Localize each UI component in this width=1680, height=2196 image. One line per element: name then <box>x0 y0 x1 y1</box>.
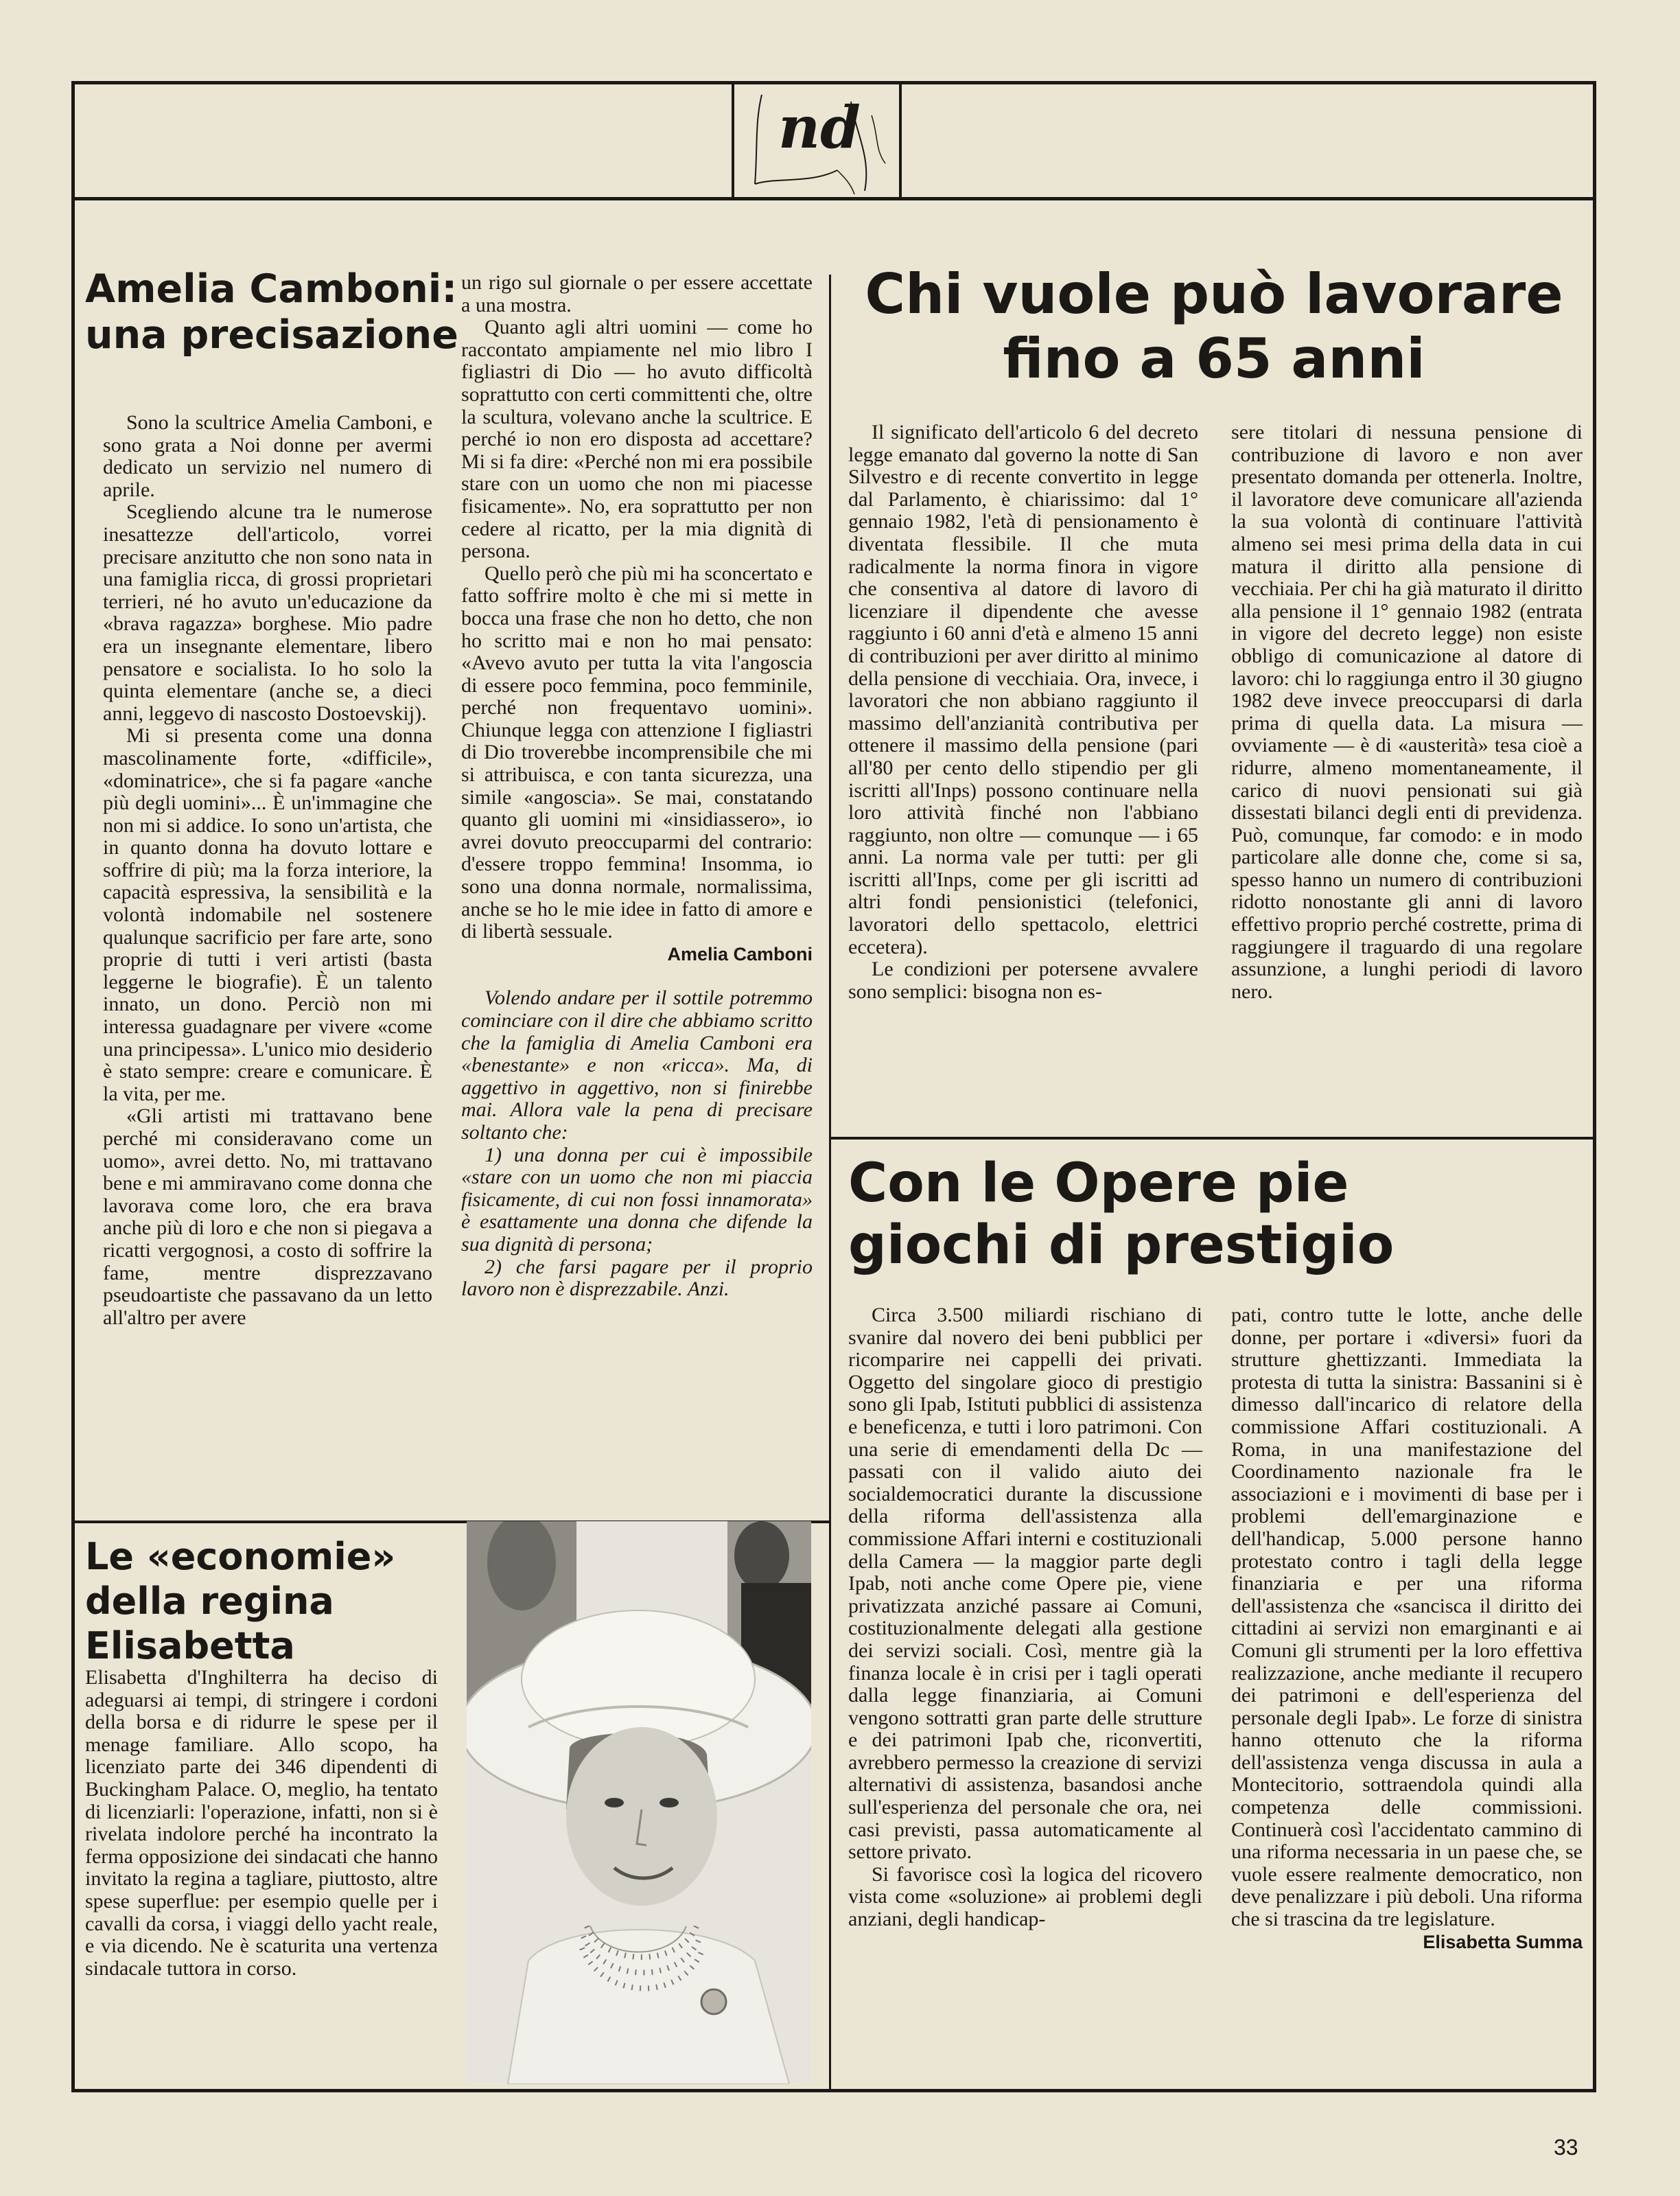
article1-title <box>85 266 458 358</box>
article1-paragraph: «Gli artisti mi trattavano bene perché mi consideravano come un uomo», avrei detto. No, mi trattavano bene e mi ammiravano come donna che lavorava come loro, che era brava anche più di loro e che non si piegava a ricatti vergognosi, a costo di soffrire la fame, mentre disprezzavano pseudoartiste che passavano da un letto all'altro per avere <box>103 1105 432 1329</box>
article2-title <box>851 262 1577 392</box>
editor-note-paragraph: 1) una donna per cui è impossibile «stare con un uomo che non mi piaccia fisicamente, di cui non fossi innamorata» è esattamente una donna che difende la sua dignità di persona; <box>461 1143 813 1256</box>
article4-title-line1: Con le Opere pie <box>848 1153 1349 1214</box>
article3-paragraph: Elisabetta d'Inghilterra ha deciso di adeguarsi ai tempi, di stringere i cordoni della borsa e di ridurre le spese per il menage familiare. Allo scopo, ha licenziato parte dei 346 dipendenti di Buckingham Palace. O, meglio, ha tentato di licenziarli: l'operazione, infatti, non si è rivelata indolore perché ha incontrato la ferma opposizione dei sindacati che hanno invitato la regina a tagliare, piuttosto, altre spese superflue: per esempio quelle per i cavalli da corsa, i viaggi dello yacht reale, e via dicendo. Ne è scaturita una vertenza sindacale tuttora in corso. <box>85 1666 438 1980</box>
article4-signature: Elisabetta Summa <box>1423 1931 1583 1952</box>
article1-column1 <box>103 412 432 1329</box>
editor-note-paragraph: Volendo andare per il sottile potremmo cominciare con il dire che abbiamo scritto che la famiglia di Amelia Camboni era «benestante» e non «ricca». Ma, di aggettivo in aggettivo, non si finirebbe mai. Allora vale la pena di precisare soltanto che: <box>461 986 813 1144</box>
column-rule-right <box>829 1138 831 2089</box>
article1-paragraph: Quanto agli altri uomini — come ho raccontato ampiamente nel mio libro I figliastri di Dio — ho avuto difficoltà soprattutto con certi committenti che, oltre la scultura, volevano anche la scultrice. E perché io non ero disposta ad accettare? Mi si fa dire: «Perché non mi era possibile stare con un uomo che non mi piacesse fisicamente». No, era soprattutto per non cedere al ricatto, per la mia dignità di persona. <box>461 316 813 563</box>
article1-title-line2: una precisazione <box>85 312 458 358</box>
article2-title-line1: Chi vuole può lavorare <box>865 262 1563 326</box>
article2-paragraph: sere titolari di nessuna pensione di contribuzione di lavoro e non aver presentato domanda per ottenerla. Inoltre, il lavoratore deve comunicare all'azienda la sua volontà di continuare l'attività almeno sei mesi prima della data in cui matura il diritto alla pensione di vecchiaia. Per chi ha già maturato il diritto alla pensione il 1° gennaio 1982 (entrata in vigore del decreto legge) non esiste obbligo di comunicazione al datore di lavoro: chi lo raggiunga entro il 30 giugno 1982 deve invece preoccuparsi di darla prima di quella data. La misura — ovviamente — è di «austerità» tesa cioè a ridurre, almeno momentaneamente, il carico di nuovi pensionati sui già dissestati bilanci degli enti di previdenza. Può, comunque, far comodo: e in modo particolare alle donne che, come si sa, spesso hanno un numero di contribuzioni ridotto nonostante gli anni di lavoro effettivo proprio perché costrette, prima di raggiungere il traguardo di una regolare assunzione, a lunghi periodi di lavoro nero. <box>1231 421 1583 1003</box>
queen-photo <box>467 1521 811 2084</box>
article1-paragraph: Mi si presenta come una donna mascolinamente forte, «difficile», «dominatrice», che si fa pagare «anche più degli uomini»... È un'immagine che non mi si addice. Io sono un'artista, che in quanto donna ha dovuto lottare e soffrire di più; ma la forza interiore, la capacità espressiva, la sensibilità e la volontà indomabile nel sostenere qualunque sacrificio per fare arte, sono proprie di tutti i veri artisti (basta leggerne le biografie). È un talento innato, un dono. Perciò non mi interessa guadagnare per vivere «come una principessa». L'unico mio desiderio è stato sempre: creare e comunicare. È la vita, per me. <box>103 724 432 1105</box>
section-rule-right <box>829 1137 1596 1140</box>
article4-column1 <box>848 1304 1202 1931</box>
article3-title-line2: della regina <box>85 1579 334 1623</box>
masthead-logo <box>732 81 902 197</box>
article4-paragraph: Circa 3.500 miliardi rischiano di svanire dal novero dei beni pubblici per ricomparire nei cappelli dei privati. Oggetto del singolare gioco di prestigio sono gli Ipab, Istituti pubblici di assistenza e beneficenza, e tutti i loro patrimoni. Con una serie di emendamenti della Dc — passati con il valido aiuto dei socialdemocratici durante la discussione della riforma dell'assistenza alla commissione Affari interni e costituzionali della Camera — la maggior parte degli Ipab, noti anche come Opere pie, viene privatizzata anziché passare ai Comuni, costituzionalmente delegati alla gestione dei servizi sociali. Così, mentre già la finanza locale è in crisi per i tagli operati dalla legge finanziaria, ai Comuni vengono sottratti gran parte delle strutture e dei patrimoni Ipab che, riconvertiti, avrebbero permesso la creazione di servizi alternativi di assistenza, basandosi anche sull'esperienza del personale che ora, nei casi previsti, passa automaticamente al settore privato. <box>848 1304 1202 1864</box>
page-number: 33 <box>1554 2135 1578 2160</box>
article3-title-line3: Elisabetta <box>85 1623 295 1667</box>
article4-paragraph <box>1231 1304 1583 1952</box>
article4-column2 <box>1231 1304 1583 1953</box>
article2-paragraph: Le condizioni per potersene avvalere sono semplici: bisogna non es- <box>848 958 1198 1003</box>
article1-signature: Amelia Camboni <box>667 943 813 964</box>
article4-paragraph-text: pati, contro tutte le lotte, anche delle donne, per portare i «diversi» fuori da strutture ghettizzanti. Immediata la protesta di tutta la sinistra: Bassanini si è dimesso dall'incarico di relatore della commissione Affari costituzionali. A Roma, in una manifestazione del Coordinamento nazionale fra le associazioni e i movimenti di base per i problemi dell'emarginazione e dell'handicap, 5.000 persone hanno protestato contro i tagli della legge finanziaria e per una riforma dell'assistenza che «sancisca il diritto dei cittadini ai servizi non emarginanti e ai Comuni gli strumenti per la loro effettiva realizzazione, anche mediante il recupero dei patrimoni e dell'esperienza del personale degli Ipab». Le forze di sinistra hanno ottenuto che la riforma dell'assistenza venga discussa in aula a Montecitorio, sottraendola quindi alla competenza delle commissioni. Continuerà così l'accidentato cammino di una riforma necessaria in un paese che, se vuole essere realmente democratico, non deve penalizzare i più deboli. Una riforma che si trascina da tre legislature. <box>1231 1304 1583 1931</box>
editor-note-paragraph: 2) che farsi pagare per il proprio lavoro non è disprezzabile. Anzi. <box>461 1255 813 1301</box>
article1-column2 <box>461 272 813 1301</box>
queen-photo-image <box>467 1521 811 2084</box>
article3-column <box>85 1667 438 1980</box>
article3-title <box>85 1535 395 1668</box>
article1-paragraph: Quello però che più mi ha sconcertato e fatto soffrire molto è che mi si mette in bocca una frase che non ho detto, che non ho scritto mai e non ho mai pensato: «Avevo avuto per tutta la vita l'angoscia di essere poco femmina, poco femminile, perché non frequentavo uomini». Chiunque legga con attenzione I figliastri di Dio troverebbe incomprensibile che mi si attribuisca, e con tanta sicurezza, una simile «angoscia». Se mai, constatando quanto gli uomini mi «insidiassero», io avrei dovuto preoccuparmi del contrario: d'essere troppo femmina! Insomma, io sono una donna normale, normalissima, anche se ho le mie idee in fatto di amore e di libertà sessuale. <box>461 562 813 943</box>
article1-paragraph: Scegliendo alcune tra le numerose inesattezze dell'articolo, vorrei precisare anzitutto che non sono nata in una famiglia ricca, di grossi proprietari terrieri, né ho avuto un'educazione da «brava ragazza» borghese. Mio padre era un insegnante elementare, libero pensatore e socialista. Io ho solo la quinta elementare (anche se, a dieci anni, leggevo di nascosto Dostoevskij). <box>103 500 432 725</box>
logo-text: nd <box>778 93 861 161</box>
article4-title <box>848 1153 1394 1276</box>
editor-note <box>461 987 813 1300</box>
article1-paragraph: Sono la scultrice Amelia Camboni, e sono grata a Noi donne per avermi dedicato un servizio nel numero di aprile. <box>103 411 432 501</box>
article2-title-line2: fino a 65 anni <box>1003 327 1425 391</box>
article2-paragraph: Il significato dell'articolo 6 del decreto legge emanato dal governo la notte di San Silvestro e di recente convertito in legge dal Parlamento, è chiarissimo: dal 1° gennaio 1982, l'età di pensionamento è diventata flessibile. Il che muta radicalmente la norma finora in vigore che consentiva al datore di lavoro di licenziare il dipendente che avesse raggiunto i 60 anni d'età e almeno 15 anni di contribuzioni per aver diritto al minimo della pensione di vecchiaia. Ora, invece, i lavoratori che non abbiano raggiunto il massimo dell'anzianità contributiva per ottenere il massimo della pensione (pari all'80 per cento dello stipendio per gli iscritti all'Inps) possono continuare nella loro attività finché non l'abbiano raggiunto, non oltre — comunque — i 65 anni. La norma vale per tutti: per gli iscritti all'Inps, come per gli iscritti ad altri fondi pensionistici (telefonici, lavoratori dello spettacolo, elettrici eccetera). <box>848 421 1198 958</box>
article4-title-line2: giochi di prestigio <box>848 1214 1395 1276</box>
article1-paragraph: un rigo sul giornale o per essere accettate a una mostra. <box>461 271 813 316</box>
article4-paragraph: Si favorisce così la logica del ricovero vista come «soluzione» ai problemi degli anziani, degli handicap- <box>848 1862 1202 1931</box>
article2-column2 <box>1231 421 1583 1003</box>
article1-title-line1: Amelia Camboni: <box>85 266 458 312</box>
article2-column1 <box>848 421 1198 1003</box>
article3-title-line1: Le «economie» <box>85 1535 396 1578</box>
